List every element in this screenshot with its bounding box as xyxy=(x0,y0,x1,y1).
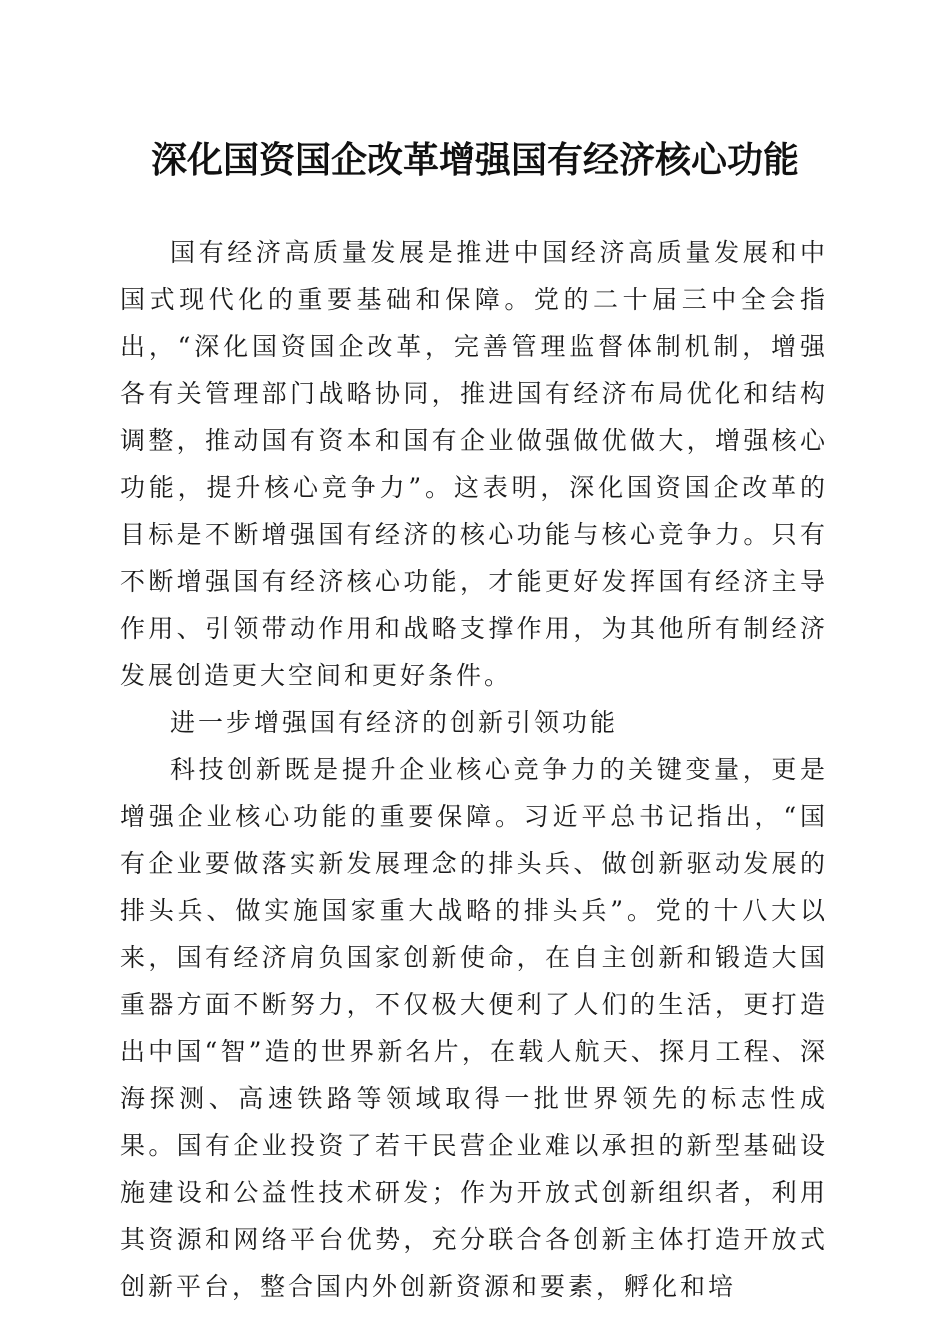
document-body xyxy=(120,229,828,1310)
section-heading: 进一步增强国有经济的创新引领功能 xyxy=(170,708,619,737)
document-title: 深化国资国企改革增强国有经济核心功能 xyxy=(150,139,799,181)
paragraph-innovation: 科技创新既是提升企业核心竞争力的关键变量，更是增强企业核心功能的重要保障。习近平总书记指出，“国有企业要做落实新发展理念的排头兵、做创新驱动发展的排头兵、做实施国家重大战略的排头兵”。党的十八大以来，国有经济肩负国家创新使命，在自主创新和锻造大国重器方面不断努力，不仅极大便利了人们的生活，更打造出中国“智”造的世界新名片，在载人航天、探月工程、深海探测、高速铁路等领域取得一批世界领先的标志性成果。国有企业投资了若干民营企业难以承担的新型基础设施建设和公益性技术研发；作为开放式创新组织者，利用其资源和网络平台优势，充分联合各创新主体打造开放式创新平台，整合国内外创新资源和要素，孵化和培 xyxy=(120,755,828,1301)
paragraph-intro: 国有经济高质量发展是推进中国经济高质量发展和中国式现代化的重要基础和保障。党的二十届三中全会指出，“深化国资国企改革，完善管理监督体制机制，增强各有关管理部门战略协同，推进国有经济布局优化和结构调整，推动国有资本和国有企业做强做优做大，增强核心功能，提升核心竞争力”。这表明，深化国资国企改革的目标是不断增强国有经济的核心功能与核心竞争力。只有不断增强国有经济核心功能，才能更好发挥国有经济主导作用、引领带动作用和战略支撑作用，为其他所有制经济发展创造更大空间和更好条件。 xyxy=(120,238,828,690)
